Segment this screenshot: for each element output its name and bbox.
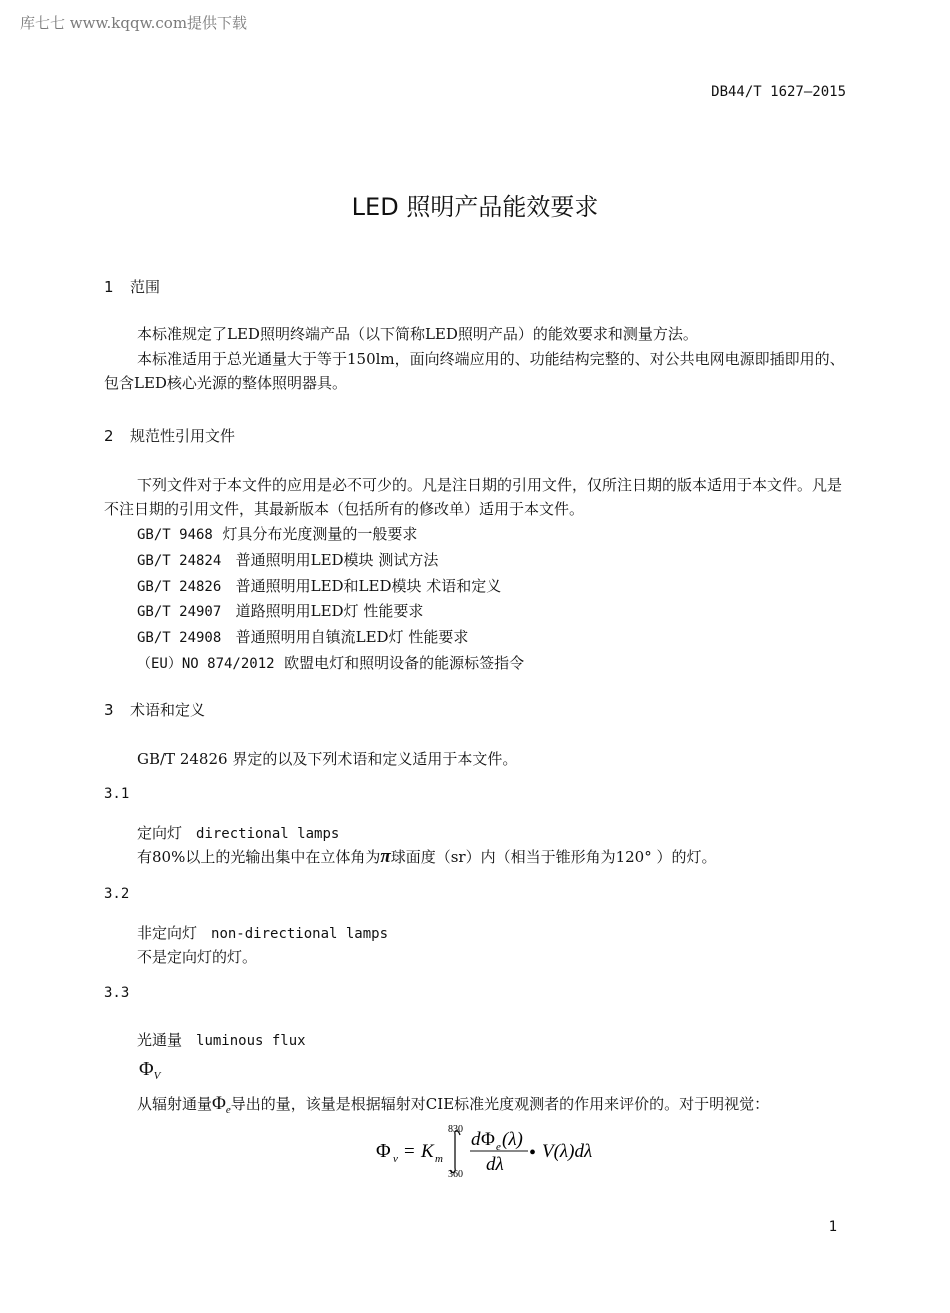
definition-text: 球面度（sr）内（相当于锥形角为120° ）的灯。 bbox=[390, 848, 717, 866]
phi-symbol: Φ bbox=[212, 1093, 226, 1114]
reference-title: 道路照明用LED灯 性能要求 bbox=[235, 602, 424, 621]
section-1-paragraph-2: 本标准适用于总光通量大于等于150lm，面向终端应用的、功能结构完整的、对公共电网电源即插即用的、包含LED核心光源的整体照明器具。 bbox=[104, 350, 845, 392]
definition-text: 有80%以上的光输出集中在立体角为 bbox=[137, 848, 381, 866]
clause-3-1-number: 3.1 bbox=[104, 786, 130, 802]
formula-dot: • bbox=[529, 1142, 537, 1164]
integral-lower-limit: 360 bbox=[448, 1169, 463, 1180]
clause-3-3-term bbox=[137, 1029, 306, 1050]
section-1-paragraph-1: 本标准规定了LED照明终端产品（以下简称LED照明产品）的能效要求和测量方法。 bbox=[137, 325, 698, 343]
reference-code: GB/T 24824 bbox=[137, 552, 222, 569]
document-number: DB44/T 1627—2015 bbox=[711, 84, 846, 100]
integral-upper-limit: 830 bbox=[448, 1124, 463, 1135]
formula-lhs: Φ bbox=[376, 1140, 391, 1162]
formula-lhs-subscript: v bbox=[393, 1153, 398, 1165]
clause-3-3-symbol bbox=[139, 1058, 160, 1082]
definition-text: 导出的量，该量是根据辐射对CIE标准光度观测者的作用来评价的。对于明视觉： bbox=[230, 1095, 770, 1113]
clause-3-2-definition: 不是定向灯的灯。 bbox=[137, 948, 258, 966]
phi-subscript: e bbox=[225, 1104, 231, 1116]
section-3-intro: GB/T 24826 界定的以及下列术语和定义适用于本文件。 bbox=[137, 750, 518, 768]
term-english: non-directional lamps bbox=[211, 926, 389, 942]
phi-subscript: V bbox=[153, 1070, 161, 1083]
reference-title: 灯具分布光度测量的一般要求 bbox=[222, 525, 418, 543]
pi-symbol: π bbox=[380, 846, 391, 867]
formula-tail: V(λ)dλ bbox=[542, 1141, 593, 1162]
formula-k: K bbox=[421, 1141, 434, 1162]
section-3-heading bbox=[104, 699, 205, 720]
reference-code: GB/T 24908 bbox=[137, 630, 222, 647]
formula-equals: = bbox=[404, 1141, 415, 1162]
reference-code: GB/T 24907 bbox=[137, 604, 222, 621]
term-chinese: 光通量 bbox=[137, 1031, 183, 1049]
reference-code: GB/T 24826 bbox=[137, 578, 222, 595]
term-chinese: 非定向灯 bbox=[137, 924, 198, 942]
luminous-flux-formula bbox=[376, 1122, 616, 1188]
clause-3-3-number: 3.3 bbox=[104, 985, 130, 1001]
reference-title: 普通照明用LED模块 测试方法 bbox=[235, 550, 439, 569]
page-title: LED 照明产品能效要求 bbox=[351, 193, 599, 221]
definition-text: 从辐射通量 bbox=[137, 1095, 213, 1113]
reference-code: （EU）NO 874/2012 bbox=[137, 655, 275, 672]
formula-numerator-argument: (λ) bbox=[502, 1129, 523, 1150]
phi-symbol: Φ bbox=[139, 1058, 154, 1080]
clause-3-2-term bbox=[137, 922, 388, 943]
reference-item bbox=[137, 599, 524, 625]
reference-title: 普通照明用自镇流LED灯 性能要求 bbox=[235, 628, 469, 647]
clause-3-1-term bbox=[137, 822, 339, 843]
formula-numerator-phi: Φ bbox=[481, 1129, 495, 1150]
watermark-text: 库七七 www.kqqw.com提供下载 bbox=[20, 14, 248, 32]
term-english: directional lamps bbox=[196, 826, 340, 842]
formula-numerator-subscript: e bbox=[496, 1141, 501, 1153]
reference-code: GB/T 9468 bbox=[137, 527, 213, 543]
reference-item bbox=[137, 522, 524, 548]
formula-svg bbox=[376, 1122, 616, 1182]
reference-title: 欧盟电灯和照明设备的能源标签指令 bbox=[284, 653, 525, 672]
section-2-number: 2 bbox=[104, 427, 114, 445]
reference-item bbox=[137, 548, 524, 574]
section-2-heading bbox=[104, 425, 235, 446]
clause-3-2-number: 3.2 bbox=[104, 886, 130, 902]
term-english: luminous flux bbox=[196, 1033, 306, 1049]
reference-item bbox=[137, 651, 524, 677]
section-1-number: 1 bbox=[104, 278, 114, 296]
clause-3-3-definition bbox=[137, 1092, 769, 1122]
formula-denominator: dλ bbox=[486, 1154, 504, 1175]
section-2-intro: 下列文件对于本文件的应用是必不可少的。凡是注日期的引用文件，仅所注日期的版本适用于本文件。凡是不注日期的引用文件，其最新版本（包括所有的修改单）适用于本文件。 bbox=[104, 476, 843, 518]
reference-item bbox=[137, 574, 524, 600]
page-number: 1 bbox=[828, 1219, 837, 1235]
section-2-title: 规范性引用文件 bbox=[130, 427, 236, 445]
formula-numerator-d: d bbox=[471, 1129, 481, 1150]
normative-references-list bbox=[137, 522, 524, 677]
formula-k-subscript: m bbox=[435, 1153, 443, 1165]
reference-item bbox=[137, 625, 524, 651]
section-3-number: 3 bbox=[104, 701, 114, 719]
clause-3-1-definition bbox=[137, 845, 717, 869]
integral-sign bbox=[450, 1131, 460, 1173]
term-chinese: 定向灯 bbox=[137, 824, 183, 842]
section-1-title: 范围 bbox=[130, 278, 161, 296]
section-3-title: 术语和定义 bbox=[130, 701, 206, 719]
section-1-heading bbox=[104, 276, 160, 297]
reference-title: 普通照明用LED和LED模块 术语和定义 bbox=[235, 576, 502, 595]
